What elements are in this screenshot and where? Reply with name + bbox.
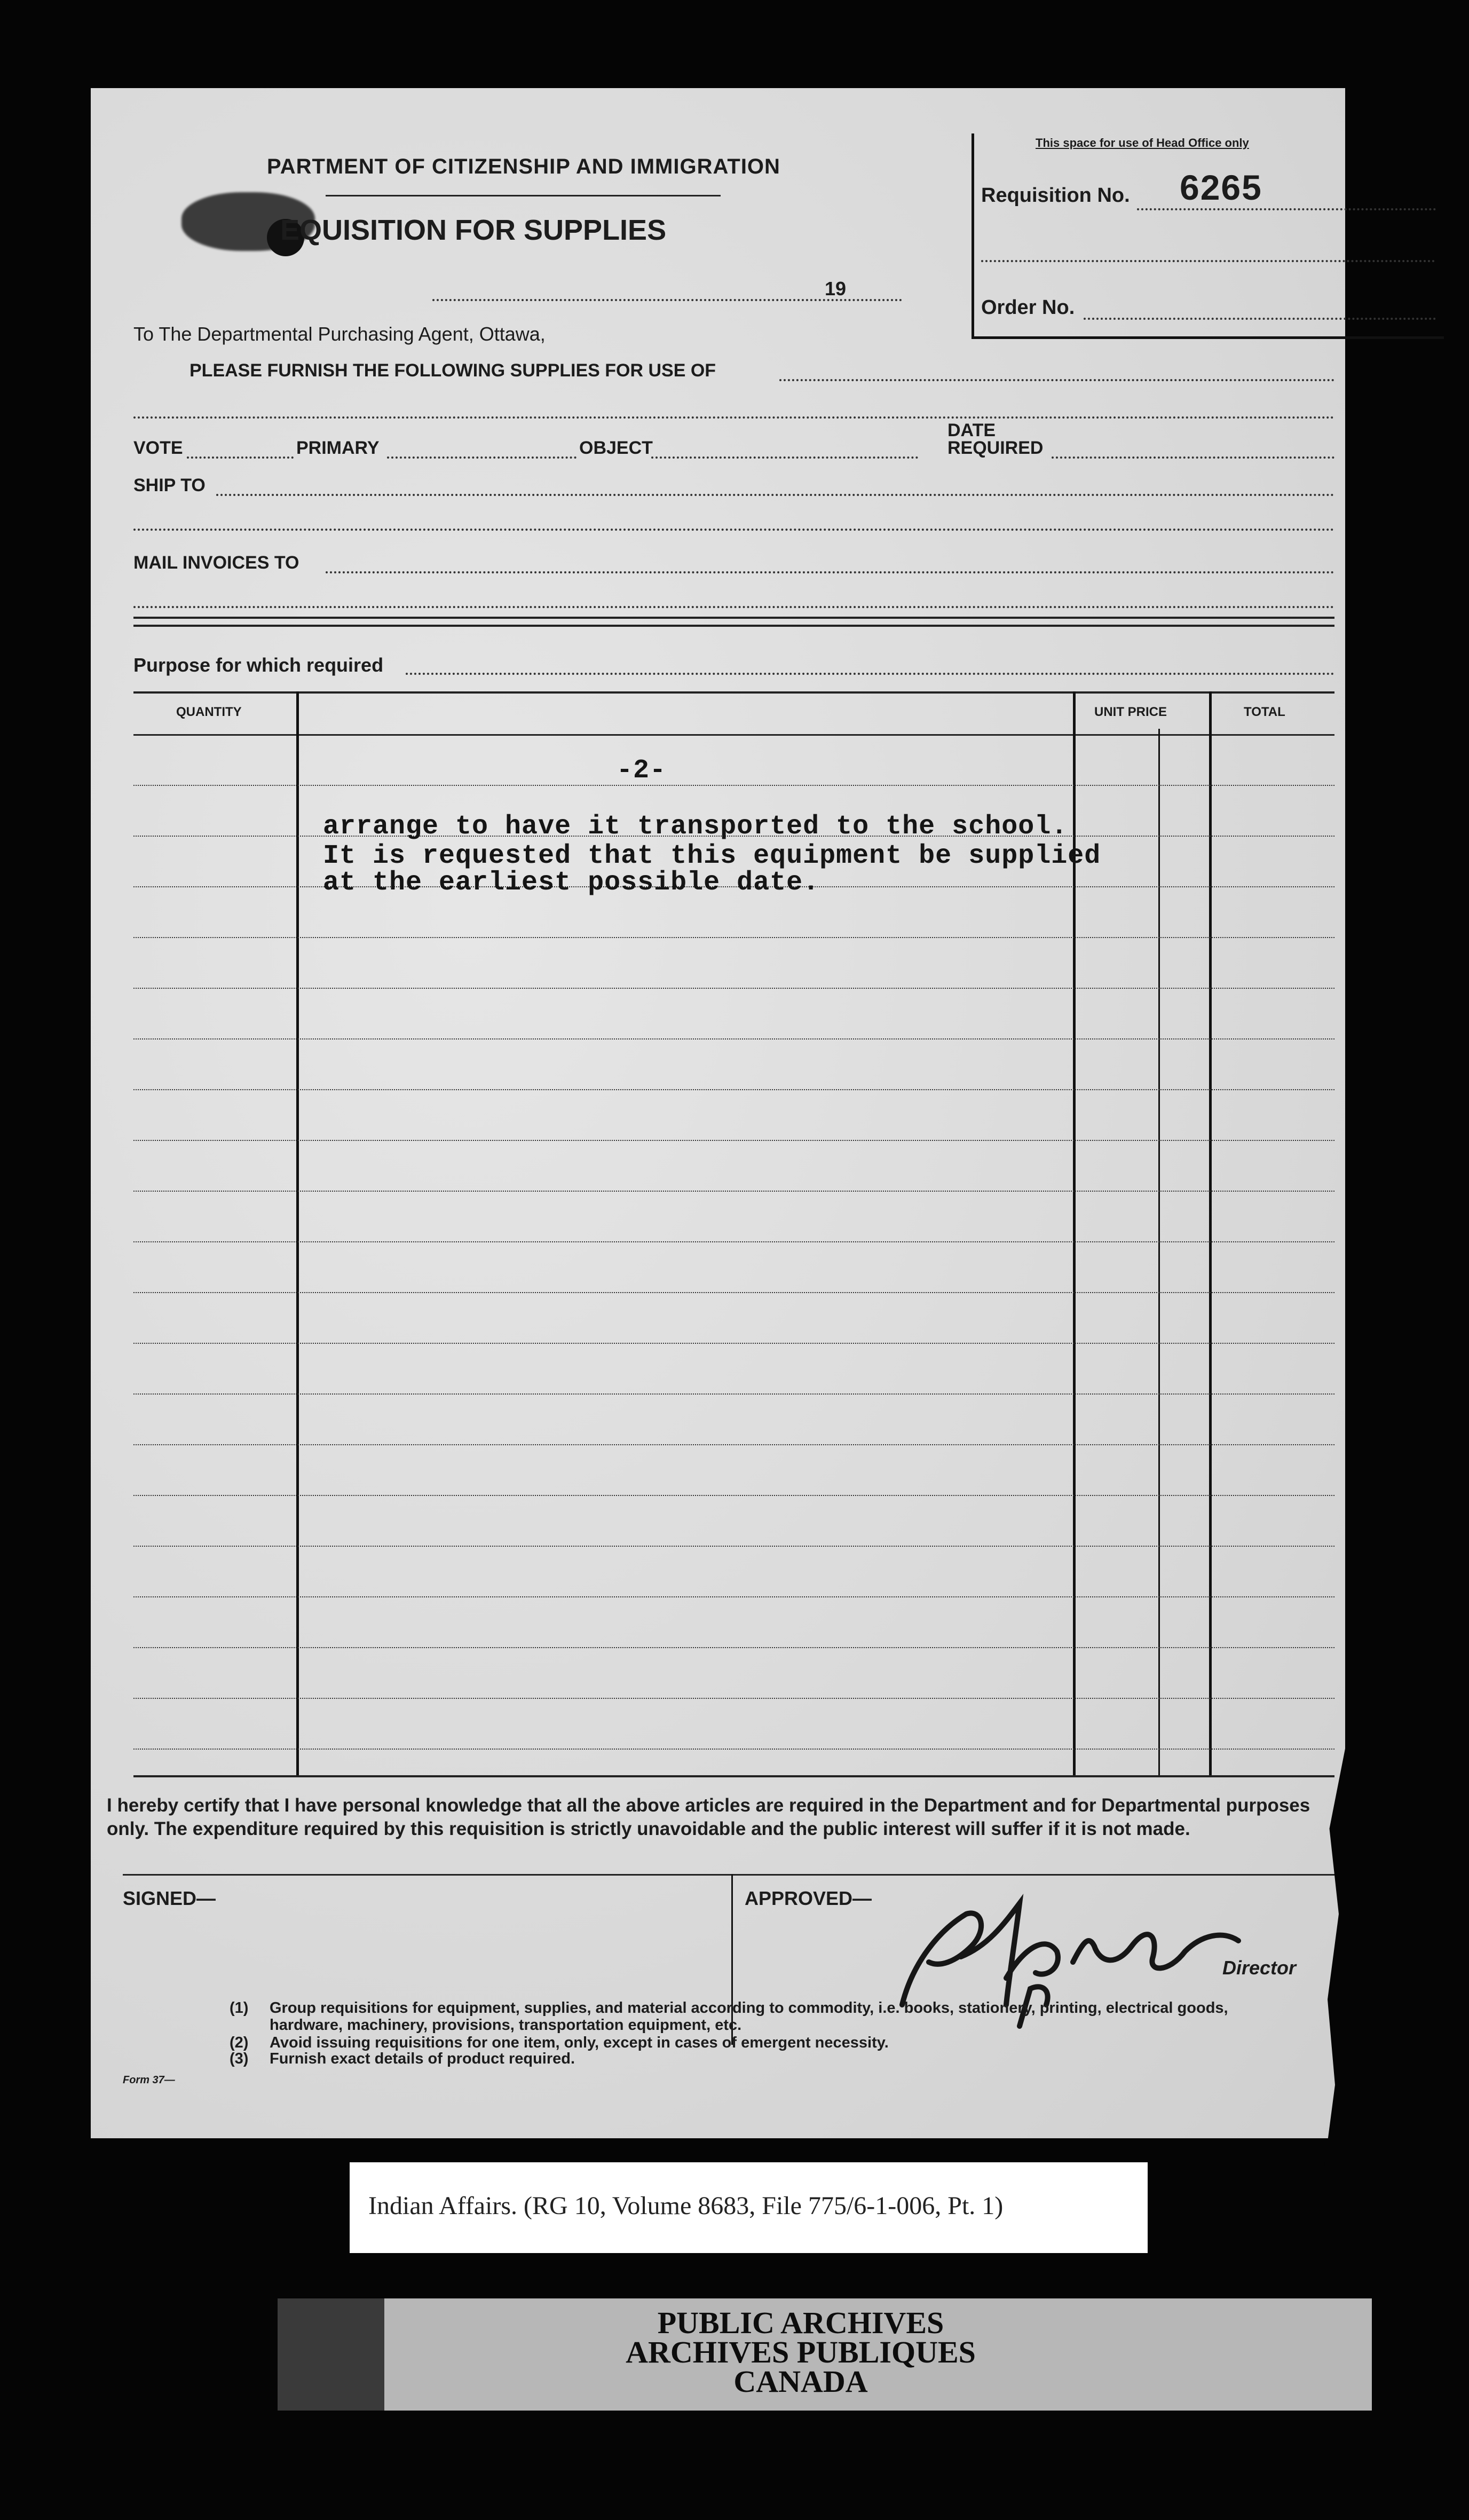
typed-line-3: at the earliest possible date. — [323, 868, 820, 898]
purpose-line — [406, 673, 1334, 675]
table-row-line — [133, 1596, 1334, 1597]
note-number-2: (2) — [230, 2034, 249, 2051]
furnish-line-2 — [133, 416, 1334, 419]
form-title: EQUISITION FOR SUPPLIES — [280, 214, 667, 246]
total-column-divider — [1209, 691, 1212, 1775]
table-row-line — [133, 1089, 1334, 1090]
vote-label: VOTE — [133, 438, 183, 458]
table-row-line — [133, 937, 1334, 938]
typed-line-1: arrange to have it transported to the school. — [323, 812, 1068, 842]
archive-stamp-line-2: ARCHIVES PUBLIQUES — [626, 2335, 976, 2369]
table-row-line — [133, 1698, 1334, 1699]
table-row-line — [133, 1495, 1334, 1496]
purpose-label: Purpose for which required — [133, 654, 384, 676]
head-office-blank-line — [981, 260, 1435, 262]
object-label: OBJECT — [579, 438, 653, 458]
rule-2 — [133, 625, 1334, 627]
head-office-caption: This space for use of Head Office only — [1036, 136, 1249, 149]
director-label: Director — [1222, 1957, 1297, 1979]
table-row-line — [133, 1393, 1334, 1395]
table-row-line — [133, 1647, 1334, 1648]
table-row-line — [133, 1343, 1334, 1344]
note-number-1: (1) — [230, 1999, 249, 2017]
typed-line-2: It is requested that this equipment be supplied — [323, 841, 1101, 871]
quantity-column-divider — [296, 691, 299, 1775]
ship-to-line-2 — [133, 529, 1334, 531]
table-bottom-rule — [133, 1775, 1334, 1777]
date-required-label-2: REQUIRED — [947, 438, 1044, 458]
ship-to-label: SHIP TO — [133, 475, 206, 495]
rule-1 — [133, 617, 1334, 619]
ship-to-line — [216, 494, 1334, 496]
total-header: TOTAL — [1244, 705, 1285, 719]
certification-statement: I hereby certify that I have personal knowledge that all the above articles are required in the Department and for Departmental purposes only. The expenditure required by this requisition is strictly unavoidable and the public interest will suffer if it is not made. — [107, 1795, 1310, 1839]
department-heading: PARTMENT OF CITIZENSHIP AND IMMIGRATION — [267, 155, 780, 178]
order-number-label: Order No. — [981, 296, 1075, 319]
furnish-line: PLEASE FURNISH THE FOLLOWING SUPPLIES FOR USE OF — [189, 360, 716, 381]
signed-label: SIGNED— — [123, 1887, 216, 1909]
date-year-suffix: 19 — [825, 278, 847, 300]
mail-invoices-label: MAIL INVOICES TO — [133, 553, 299, 573]
table-row-line — [133, 1444, 1334, 1445]
table-row-line — [133, 1140, 1334, 1141]
table-row-line — [133, 1749, 1334, 1750]
archive-stamp-line-1: PUBLIC ARCHIVES — [657, 2305, 944, 2340]
date-required-label-1: DATE — [947, 420, 996, 440]
archive-caption: Indian Affairs. (RG 10, Volume 8683, File 775/6-1-006, Pt. 1) — [368, 2192, 1004, 2220]
table-row-line — [133, 1191, 1334, 1192]
note-text-3: Furnish exact details of product required. — [270, 2050, 575, 2067]
approved-label: APPROVED— — [745, 1887, 872, 1909]
mail-invoices-line-2 — [133, 606, 1334, 608]
table-row-line — [133, 988, 1334, 989]
addressee-line: To The Departmental Purchasing Agent, Ottawa, — [133, 323, 546, 345]
table-row-line — [133, 1546, 1334, 1547]
order-number-line — [1084, 318, 1436, 320]
requisition-number: 6265 — [1180, 168, 1262, 207]
form-number: Form 37— — [123, 2074, 175, 2086]
date-required-line — [1052, 456, 1334, 459]
certification-rule — [123, 1874, 1334, 1876]
requisition-line — [1137, 208, 1436, 210]
table-top-rule — [133, 691, 1334, 694]
primary-line — [387, 456, 576, 459]
unit-price-header: UNIT PRICE — [1094, 705, 1167, 719]
table-header-rule — [133, 734, 1334, 736]
requisition-form — [91, 88, 1345, 2138]
cents-column-divider — [1158, 729, 1160, 1775]
table-row-line — [133, 785, 1334, 786]
object-line — [651, 456, 918, 459]
archive-stamp-line-3: CANADA — [733, 2364, 868, 2399]
table-row-line — [133, 1241, 1334, 1242]
archive-strip-shadow — [278, 2298, 384, 2411]
page-marker: -2- — [617, 755, 667, 786]
mail-invoices-line — [326, 571, 1334, 573]
table-row-line — [133, 1038, 1334, 1040]
requisition-number-label: Requisition No. — [981, 184, 1130, 207]
table-row-line — [133, 1292, 1334, 1293]
furnish-for-line — [779, 379, 1334, 381]
note-text-2: Avoid issuing requisitions for one item, only, except in cases of emergent necessity. — [270, 2034, 889, 2051]
quantity-header: QUANTITY — [176, 705, 242, 719]
heading-rule — [326, 195, 721, 196]
note-text-1: Group requisitions for equipment, supplies, and material according to commodity, i.e. books, stationery, printing, electrical goods, hardware, machinery, provisions, transportation equipment, etc. — [270, 1999, 1228, 2034]
vote-line — [187, 456, 294, 459]
primary-label: PRIMARY — [296, 438, 380, 458]
note-number-3: (3) — [230, 2050, 249, 2067]
